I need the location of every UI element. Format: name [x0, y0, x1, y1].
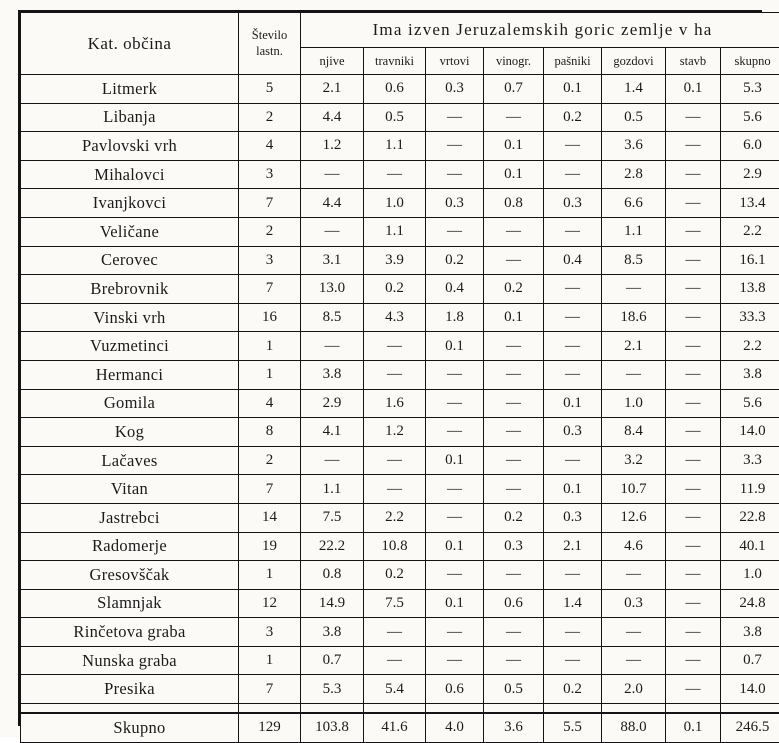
table-row [21, 561, 779, 590]
cell-stavb: — [666, 389, 721, 418]
cell-pasniki: — [544, 217, 602, 246]
cell-travniki: 10.8 [364, 532, 426, 561]
cell-owner-count: 7 [239, 675, 301, 704]
cell-travniki: 0.2 [364, 275, 426, 304]
cell-gozdovi: 0.5 [602, 103, 666, 132]
cell-gozdovi: — [602, 646, 666, 675]
total-owner-count: 129 [239, 713, 301, 742]
cell-travniki: 5.4 [364, 675, 426, 704]
cell-stavb: — [666, 446, 721, 475]
cell-owner-count: 4 [239, 389, 301, 418]
cell-gozdovi: 6.6 [602, 189, 666, 218]
cell-pasniki: — [544, 275, 602, 304]
cell-stavb: — [666, 418, 721, 447]
cell-vrtovi: — [426, 132, 484, 161]
cell-njive: — [301, 160, 364, 189]
cell-gozdovi: 18.6 [602, 303, 666, 332]
cell-njive: 2.1 [301, 75, 364, 104]
total-vrtovi: 4.0 [426, 713, 484, 742]
cell-skupno: 6.0 [721, 132, 779, 161]
cell-vinogr: — [484, 418, 544, 447]
table-row [21, 589, 779, 618]
cell-stavb: — [666, 360, 721, 389]
cell-travniki: — [364, 360, 426, 389]
cell-skupno: 24.8 [721, 589, 779, 618]
cell-njive: 14.9 [301, 589, 364, 618]
cell-skupno: 13.8 [721, 275, 779, 304]
cell-municipality: Mihalovci [21, 160, 239, 189]
header-sub-njive: njive [301, 48, 364, 75]
cell-gozdovi: 4.6 [602, 532, 666, 561]
spacer-cell [484, 704, 544, 714]
cell-municipality: Lačaves [21, 446, 239, 475]
cell-travniki: 1.2 [364, 418, 426, 447]
cell-pasniki: — [544, 646, 602, 675]
cell-vinogr: 0.2 [484, 275, 544, 304]
total-skupno: 246.5 [721, 713, 779, 742]
cell-travniki: — [364, 446, 426, 475]
cell-stavb: — [666, 618, 721, 647]
cell-owner-count: 2 [239, 446, 301, 475]
header-sub-vinogr: vinogr. [484, 48, 544, 75]
cell-vinogr: — [484, 475, 544, 504]
cell-njive: 3.8 [301, 618, 364, 647]
table-row [21, 332, 779, 361]
cell-gozdovi: 2.8 [602, 160, 666, 189]
cell-vrtovi: — [426, 503, 484, 532]
cell-gozdovi: 8.5 [602, 246, 666, 275]
cell-municipality: Rinčetova graba [21, 618, 239, 647]
cell-travniki: 0.6 [364, 75, 426, 104]
cell-njive: — [301, 446, 364, 475]
table-row [21, 246, 779, 275]
total-njive: 103.8 [301, 713, 364, 742]
cell-skupno: 2.9 [721, 160, 779, 189]
cell-owner-count: 12 [239, 589, 301, 618]
cell-owner-count: 14 [239, 503, 301, 532]
cell-njive: 5.3 [301, 675, 364, 704]
cell-vinogr: 0.1 [484, 303, 544, 332]
cell-skupno: 11.9 [721, 475, 779, 504]
cell-travniki: — [364, 160, 426, 189]
cell-stavb: — [666, 589, 721, 618]
cell-travniki: 1.1 [364, 217, 426, 246]
header-sub-vrtovi: vrtovi [426, 48, 484, 75]
header-row-top [21, 13, 779, 48]
cell-vinogr: — [484, 246, 544, 275]
cell-stavb: — [666, 189, 721, 218]
table-header [21, 13, 779, 75]
cell-vrtovi: — [426, 475, 484, 504]
table-row [21, 503, 779, 532]
cell-owner-count: 16 [239, 303, 301, 332]
cell-pasniki: 0.2 [544, 675, 602, 704]
cell-stavb: — [666, 532, 721, 561]
cell-municipality: Hermanci [21, 360, 239, 389]
cell-stavb: — [666, 561, 721, 590]
header-sub-stavb: stavb [666, 48, 721, 75]
cell-travniki: 0.2 [364, 561, 426, 590]
table-row [21, 475, 779, 504]
cell-pasniki: 0.3 [544, 418, 602, 447]
cell-pasniki: — [544, 360, 602, 389]
cell-njive: 3.8 [301, 360, 364, 389]
cell-gozdovi: — [602, 275, 666, 304]
table-row [21, 132, 779, 161]
cell-owner-count: 19 [239, 532, 301, 561]
cell-skupno: 3.3 [721, 446, 779, 475]
cell-gozdovi: 3.6 [602, 132, 666, 161]
cell-skupno: 33.3 [721, 303, 779, 332]
cell-municipality: Vitan [21, 475, 239, 504]
cell-municipality: Cerovec [21, 246, 239, 275]
cell-travniki: — [364, 332, 426, 361]
table-row [21, 189, 779, 218]
header-sub-pasniki: pašniki [544, 48, 602, 75]
cell-pasniki: — [544, 561, 602, 590]
cell-travniki: 4.3 [364, 303, 426, 332]
cell-owner-count: 1 [239, 360, 301, 389]
cell-skupno: 40.1 [721, 532, 779, 561]
spacer-cell [426, 704, 484, 714]
cell-njive: 4.1 [301, 418, 364, 447]
cell-vrtovi: 0.2 [426, 246, 484, 275]
cell-owner-count: 3 [239, 246, 301, 275]
cell-pasniki: 0.1 [544, 75, 602, 104]
cell-vrtovi: — [426, 618, 484, 647]
spacer-cell [666, 704, 721, 714]
cell-vinogr: 0.5 [484, 675, 544, 704]
cell-owner-count: 7 [239, 189, 301, 218]
cell-vrtovi: 0.1 [426, 589, 484, 618]
cell-gozdovi: — [602, 561, 666, 590]
total-travniki: 41.6 [364, 713, 426, 742]
cell-vrtovi: 0.3 [426, 75, 484, 104]
table-row [21, 618, 779, 647]
cell-vrtovi: — [426, 160, 484, 189]
cell-skupno: 5.6 [721, 103, 779, 132]
cell-owner-count: 4 [239, 132, 301, 161]
cell-travniki: — [364, 475, 426, 504]
cell-vinogr: — [484, 217, 544, 246]
cell-vinogr: — [484, 646, 544, 675]
cell-njive: 1.1 [301, 475, 364, 504]
cell-skupno: 5.6 [721, 389, 779, 418]
table-row [21, 217, 779, 246]
cell-travniki: 1.6 [364, 389, 426, 418]
cell-pasniki: 0.4 [544, 246, 602, 275]
cell-gozdovi: 0.3 [602, 589, 666, 618]
cell-njive: 3.1 [301, 246, 364, 275]
header-cell-municipality: Kat. občina [21, 13, 239, 75]
cell-municipality: Vuzmetinci [21, 332, 239, 361]
cell-pasniki: — [544, 303, 602, 332]
cell-vrtovi: 0.1 [426, 332, 484, 361]
cell-gozdovi: 2.0 [602, 675, 666, 704]
cell-stavb: — [666, 332, 721, 361]
cell-njive: 4.4 [301, 189, 364, 218]
cell-stavb: — [666, 132, 721, 161]
cell-vrtovi: — [426, 646, 484, 675]
cell-stavb: — [666, 217, 721, 246]
table-row [21, 160, 779, 189]
table-row [21, 360, 779, 389]
cell-municipality: Brebrovnik [21, 275, 239, 304]
cell-pasniki: — [544, 160, 602, 189]
cell-municipality: Libanja [21, 103, 239, 132]
cell-vinogr: 0.1 [484, 160, 544, 189]
cell-owner-count: 2 [239, 217, 301, 246]
table-row [21, 418, 779, 447]
table-row [21, 389, 779, 418]
cell-njive: 13.0 [301, 275, 364, 304]
cell-travniki: 7.5 [364, 589, 426, 618]
cell-owner-count: 7 [239, 275, 301, 304]
cell-stavb: — [666, 675, 721, 704]
cell-municipality: Gresovščak [21, 561, 239, 590]
cell-pasniki: 2.1 [544, 532, 602, 561]
header-sub-skupno: skupno [721, 48, 779, 75]
cell-stavb: — [666, 503, 721, 532]
total-label: Skupno [21, 713, 239, 742]
cell-vrtovi: — [426, 418, 484, 447]
spacer-cell [21, 704, 239, 714]
cell-skupno: 2.2 [721, 332, 779, 361]
cell-owner-count: 7 [239, 475, 301, 504]
cell-gozdovi: — [602, 360, 666, 389]
table-row [21, 303, 779, 332]
cell-vrtovi: — [426, 217, 484, 246]
cell-vrtovi: — [426, 389, 484, 418]
cell-travniki: 1.0 [364, 189, 426, 218]
table-spacer-row [21, 704, 779, 714]
cell-municipality: Radomerje [21, 532, 239, 561]
cell-vrtovi: 1.8 [426, 303, 484, 332]
table-row [21, 446, 779, 475]
cell-pasniki: — [544, 618, 602, 647]
cell-municipality: Pavlovski vrh [21, 132, 239, 161]
header-owners-line1: Število [239, 28, 300, 44]
cell-pasniki: 0.3 [544, 189, 602, 218]
land-ownership-table [20, 12, 779, 743]
cell-municipality: Veličane [21, 217, 239, 246]
spacer-cell [721, 704, 779, 714]
cell-vinogr: — [484, 360, 544, 389]
header-owners-line2: lastn. [239, 44, 300, 60]
cell-njive: 4.4 [301, 103, 364, 132]
cell-pasniki: 0.1 [544, 389, 602, 418]
cell-vinogr: 0.2 [484, 503, 544, 532]
spacer-cell [239, 704, 301, 714]
cell-municipality: Gomila [21, 389, 239, 418]
cell-njive: 2.9 [301, 389, 364, 418]
header-cell-owners [239, 13, 301, 75]
cell-travniki: 3.9 [364, 246, 426, 275]
cell-owner-count: 8 [239, 418, 301, 447]
cell-pasniki: 0.2 [544, 103, 602, 132]
spacer-cell [544, 704, 602, 714]
cell-njive: 22.2 [301, 532, 364, 561]
table-row [21, 275, 779, 304]
cell-skupno: 14.0 [721, 418, 779, 447]
cell-vinogr: — [484, 389, 544, 418]
total-vinogr: 3.6 [484, 713, 544, 742]
cell-pasniki: — [544, 332, 602, 361]
cell-njive: 1.2 [301, 132, 364, 161]
cell-stavb: — [666, 275, 721, 304]
cell-vrtovi: — [426, 561, 484, 590]
cell-gozdovi: 8.4 [602, 418, 666, 447]
cell-owner-count: 1 [239, 332, 301, 361]
total-gozdovi: 88.0 [602, 713, 666, 742]
cell-municipality: Kog [21, 418, 239, 447]
cell-stavb: — [666, 103, 721, 132]
cell-vinogr: 0.7 [484, 75, 544, 104]
cell-stavb: — [666, 160, 721, 189]
cell-stavb: — [666, 303, 721, 332]
cell-travniki: — [364, 646, 426, 675]
cell-vinogr: — [484, 332, 544, 361]
cell-vrtovi: 0.6 [426, 675, 484, 704]
cell-municipality: Ivanjkovci [21, 189, 239, 218]
cell-owner-count: 3 [239, 618, 301, 647]
total-pasniki: 5.5 [544, 713, 602, 742]
cell-vinogr: — [484, 103, 544, 132]
header-cell-group-title: Ima izven Jeruzalemskih goric zemlje v ha [301, 13, 779, 48]
cell-vrtovi: 0.1 [426, 532, 484, 561]
cell-skupno: 22.8 [721, 503, 779, 532]
cell-gozdovi: — [602, 618, 666, 647]
cell-skupno: 14.0 [721, 675, 779, 704]
cell-stavb: 0.1 [666, 75, 721, 104]
cell-vinogr: — [484, 618, 544, 647]
cell-njive: 0.7 [301, 646, 364, 675]
cell-travniki: — [364, 618, 426, 647]
cell-pasniki: 0.3 [544, 503, 602, 532]
data-table-container [18, 10, 762, 726]
spacer-cell [364, 704, 426, 714]
cell-pasniki: 0.1 [544, 475, 602, 504]
cell-gozdovi: 1.4 [602, 75, 666, 104]
cell-vinogr: 0.8 [484, 189, 544, 218]
cell-municipality: Litmerk [21, 75, 239, 104]
cell-owner-count: 2 [239, 103, 301, 132]
cell-gozdovi: 12.6 [602, 503, 666, 532]
cell-municipality: Jastrebci [21, 503, 239, 532]
cell-gozdovi: 1.0 [602, 389, 666, 418]
header-sub-travniki: travniki [364, 48, 426, 75]
cell-vrtovi: 0.4 [426, 275, 484, 304]
cell-skupno: 1.0 [721, 561, 779, 590]
cell-skupno: 2.2 [721, 217, 779, 246]
cell-njive: — [301, 217, 364, 246]
cell-njive: 8.5 [301, 303, 364, 332]
cell-travniki: 1.1 [364, 132, 426, 161]
cell-stavb: — [666, 646, 721, 675]
spacer-cell [301, 704, 364, 714]
table-row [21, 532, 779, 561]
spacer-cell [602, 704, 666, 714]
cell-municipality: Presika [21, 675, 239, 704]
cell-gozdovi: 1.1 [602, 217, 666, 246]
cell-owner-count: 1 [239, 561, 301, 590]
cell-skupno: 16.1 [721, 246, 779, 275]
table-row [21, 103, 779, 132]
cell-vrtovi: — [426, 360, 484, 389]
cell-njive: 7.5 [301, 503, 364, 532]
cell-vinogr: — [484, 446, 544, 475]
cell-skupno: 3.8 [721, 618, 779, 647]
table-row [21, 646, 779, 675]
cell-municipality: Vinski vrh [21, 303, 239, 332]
cell-vinogr: — [484, 561, 544, 590]
cell-vrtovi: — [426, 103, 484, 132]
cell-travniki: 2.2 [364, 503, 426, 532]
cell-owner-count: 1 [239, 646, 301, 675]
cell-njive: — [301, 332, 364, 361]
cell-skupno: 5.3 [721, 75, 779, 104]
table-total-row [21, 713, 779, 742]
cell-vinogr: 0.1 [484, 132, 544, 161]
total-stavb: 0.1 [666, 713, 721, 742]
cell-skupno: 3.8 [721, 360, 779, 389]
cell-stavb: — [666, 246, 721, 275]
cell-travniki: 0.5 [364, 103, 426, 132]
cell-owner-count: 5 [239, 75, 301, 104]
cell-pasniki: — [544, 446, 602, 475]
cell-njive: 0.8 [301, 561, 364, 590]
cell-vrtovi: 0.3 [426, 189, 484, 218]
cell-skupno: 0.7 [721, 646, 779, 675]
cell-gozdovi: 10.7 [602, 475, 666, 504]
cell-gozdovi: 2.1 [602, 332, 666, 361]
cell-municipality: Nunska graba [21, 646, 239, 675]
cell-pasniki: — [544, 132, 602, 161]
table-row [21, 675, 779, 704]
cell-gozdovi: 3.2 [602, 446, 666, 475]
header-sub-gozdovi: gozdovi [602, 48, 666, 75]
cell-stavb: — [666, 475, 721, 504]
cell-municipality: Slamnjak [21, 589, 239, 618]
cell-vinogr: 0.3 [484, 532, 544, 561]
cell-skupno: 13.4 [721, 189, 779, 218]
cell-owner-count: 3 [239, 160, 301, 189]
table-row [21, 75, 779, 104]
cell-vinogr: 0.6 [484, 589, 544, 618]
cell-vrtovi: 0.1 [426, 446, 484, 475]
table-body [21, 75, 779, 743]
cell-pasniki: 1.4 [544, 589, 602, 618]
